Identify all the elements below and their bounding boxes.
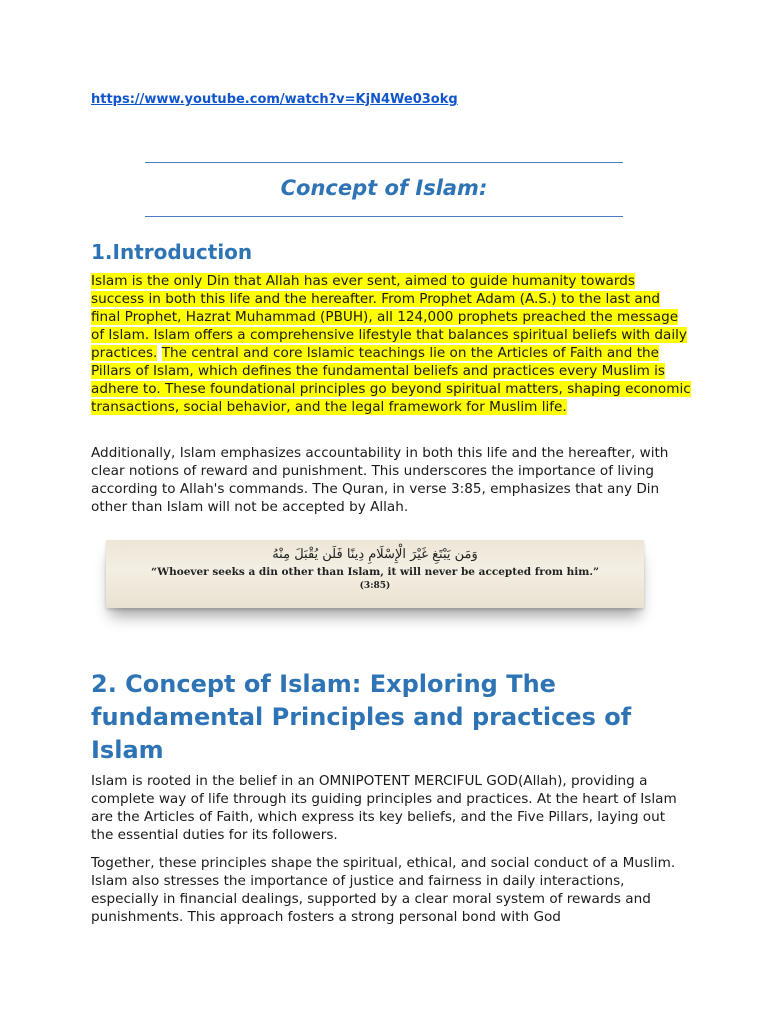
youtube-link[interactable]: https://www.youtube.com/watch?v=KjN4We03okg — [91, 92, 458, 107]
title-bottom-rule — [145, 216, 623, 217]
quran-verse-image — [106, 540, 644, 608]
highlighted-text-2: The central and core Islamic teachings lie on the Articles of Faith and the Pillars of Islam, which defines the fundamental beliefs and practices every Muslim is adhere to. These foundational principles go beyond spiritual matters, shaping economic transactions, social behavior, and the legal framework for Muslim life. — [91, 345, 691, 415]
arabic-verse: وَمَن يَبْتَغِ غَيْرَ الْإِسْلَامِ دِينًا فَلَن يُقْبَلَ مِنْهُ — [272, 547, 478, 562]
document-title: Concept of Islam: — [280, 176, 488, 200]
title-top-rule — [145, 162, 623, 163]
section2-paragraph-2: Together, these principles shape the spiritual, ethical, and social conduct of a Muslim. Islam also stresses the importance of justice and fairness in daily interactions, especially in financial dealings, supported by a clear moral system of rewards and punishments. This approach fosters a strong personal bond with God — [91, 855, 676, 925]
verse-translation: “Whoever seeks a din other than Islam, it will never be accepted from him.” — [150, 566, 600, 578]
accountability-paragraph: Additionally, Islam emphasizes accountability in both this life and the hereafter, with clear notions of reward and punishment. This underscores the importance of living according to Allah's commands. The Quran, in verse 3:85, emphasizes that any Din other than Islam will not be accepted by Allah. — [91, 445, 669, 515]
introduction-paragraph — [91, 272, 691, 416]
introduction-heading: 1.Introduction — [91, 240, 253, 264]
highlighted-text-1: Islam is the only Din that Allah has ever sent, aimed to guide humanity towards success in both this life and the hereafter. From Prophet Adam (A.S.) to the last and final Prophet, Hazrat Muhammad (PBUH), all 124,000 prophets preached the message of Islam. Islam offers a comprehensive lifestyle that balances spiritual beliefs with daily practices. — [91, 273, 687, 361]
section2-paragraph-1: Islam is rooted in the belief in an OMNIPOTENT MERCIFUL GOD(Allah), providing a complete way of life through its guiding principles and practices. At the heart of Islam are the Articles of Faith, which express its key beliefs, and the Five Pillars, laying out the essential duties for its followers. — [91, 773, 677, 843]
section2-heading: 2. Concept of Islam: Exploring The fundamental Principles and practices of Islam — [91, 670, 632, 764]
verse-reference: (3:85) — [359, 581, 391, 591]
